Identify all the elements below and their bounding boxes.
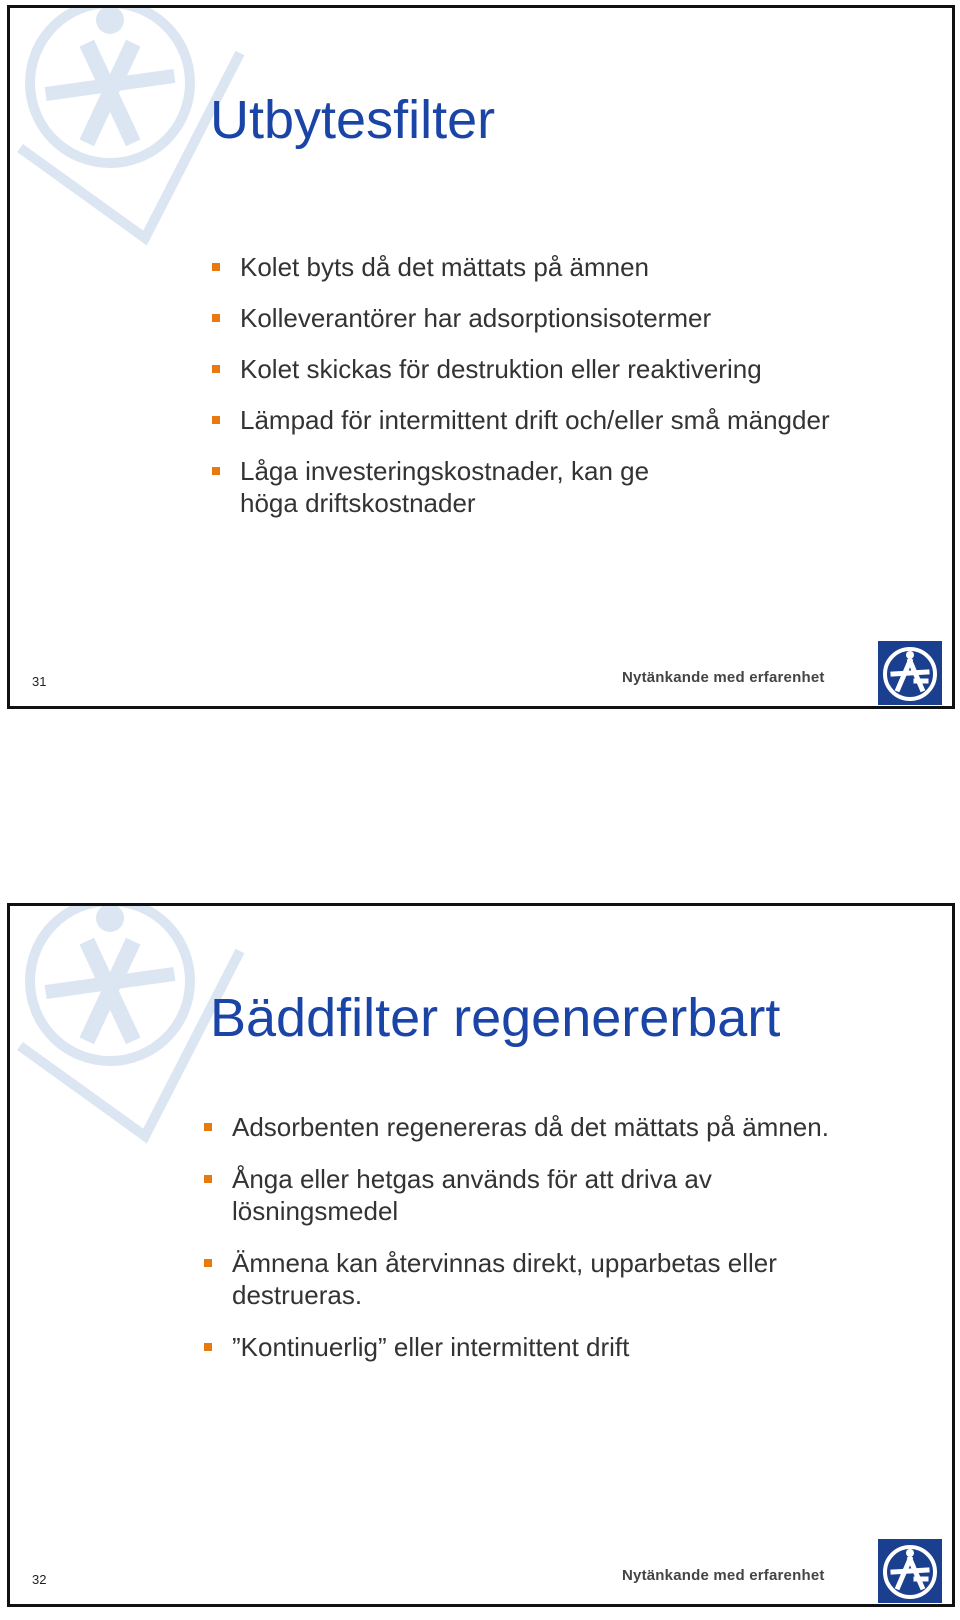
slide-32 — [7, 903, 955, 1607]
orange-square-bullet-icon — [212, 263, 220, 271]
af-logo-icon — [878, 641, 942, 705]
list-item: Kolet byts då det mättats på ämnen — [210, 251, 870, 283]
list-item: Ånga eller hetgas används för att driva av lösningsmedel — [202, 1163, 732, 1227]
list-item: Ämnena kan återvinnas direkt, upparbetas eller destrueras. — [202, 1247, 802, 1311]
list-item: Lämpad för intermittent drift och/eller små mängder — [210, 404, 870, 436]
list-item: Adsorbenten regenereras då det mättats på ämnen. — [202, 1111, 882, 1143]
orange-square-bullet-icon — [212, 467, 220, 475]
list-item: Kolleverantörer har adsorptionsisotermer — [210, 302, 870, 334]
list-item: Låga investeringskostnader, kan ge höga driftskostnader — [210, 455, 710, 519]
orange-square-bullet-icon — [204, 1123, 212, 1131]
orange-square-bullet-icon — [212, 365, 220, 373]
company-tagline: Nytänkande med erfarenhet — [622, 669, 825, 686]
list-item: Kolet skickas för destruktion eller reaktivering — [210, 353, 870, 385]
orange-square-bullet-icon — [212, 314, 220, 322]
orange-square-bullet-icon — [204, 1175, 212, 1183]
orange-square-bullet-icon — [212, 416, 220, 424]
company-tagline: Nytänkande med erfarenhet — [622, 1567, 825, 1584]
slide-number: 32 — [32, 1572, 47, 1587]
bullet-list — [202, 1111, 882, 1383]
orange-square-bullet-icon — [204, 1343, 212, 1351]
af-logo-icon — [878, 1539, 942, 1603]
slide-title: Utbytesfilter — [210, 90, 496, 150]
slide-number: 31 — [32, 674, 47, 689]
slide-title: Bäddfilter regenererbart — [210, 988, 781, 1048]
slide-31 — [7, 5, 955, 709]
bullet-list — [210, 251, 870, 538]
orange-square-bullet-icon — [204, 1259, 212, 1267]
list-item: ”Kontinuerlig” eller intermittent drift — [202, 1331, 882, 1363]
